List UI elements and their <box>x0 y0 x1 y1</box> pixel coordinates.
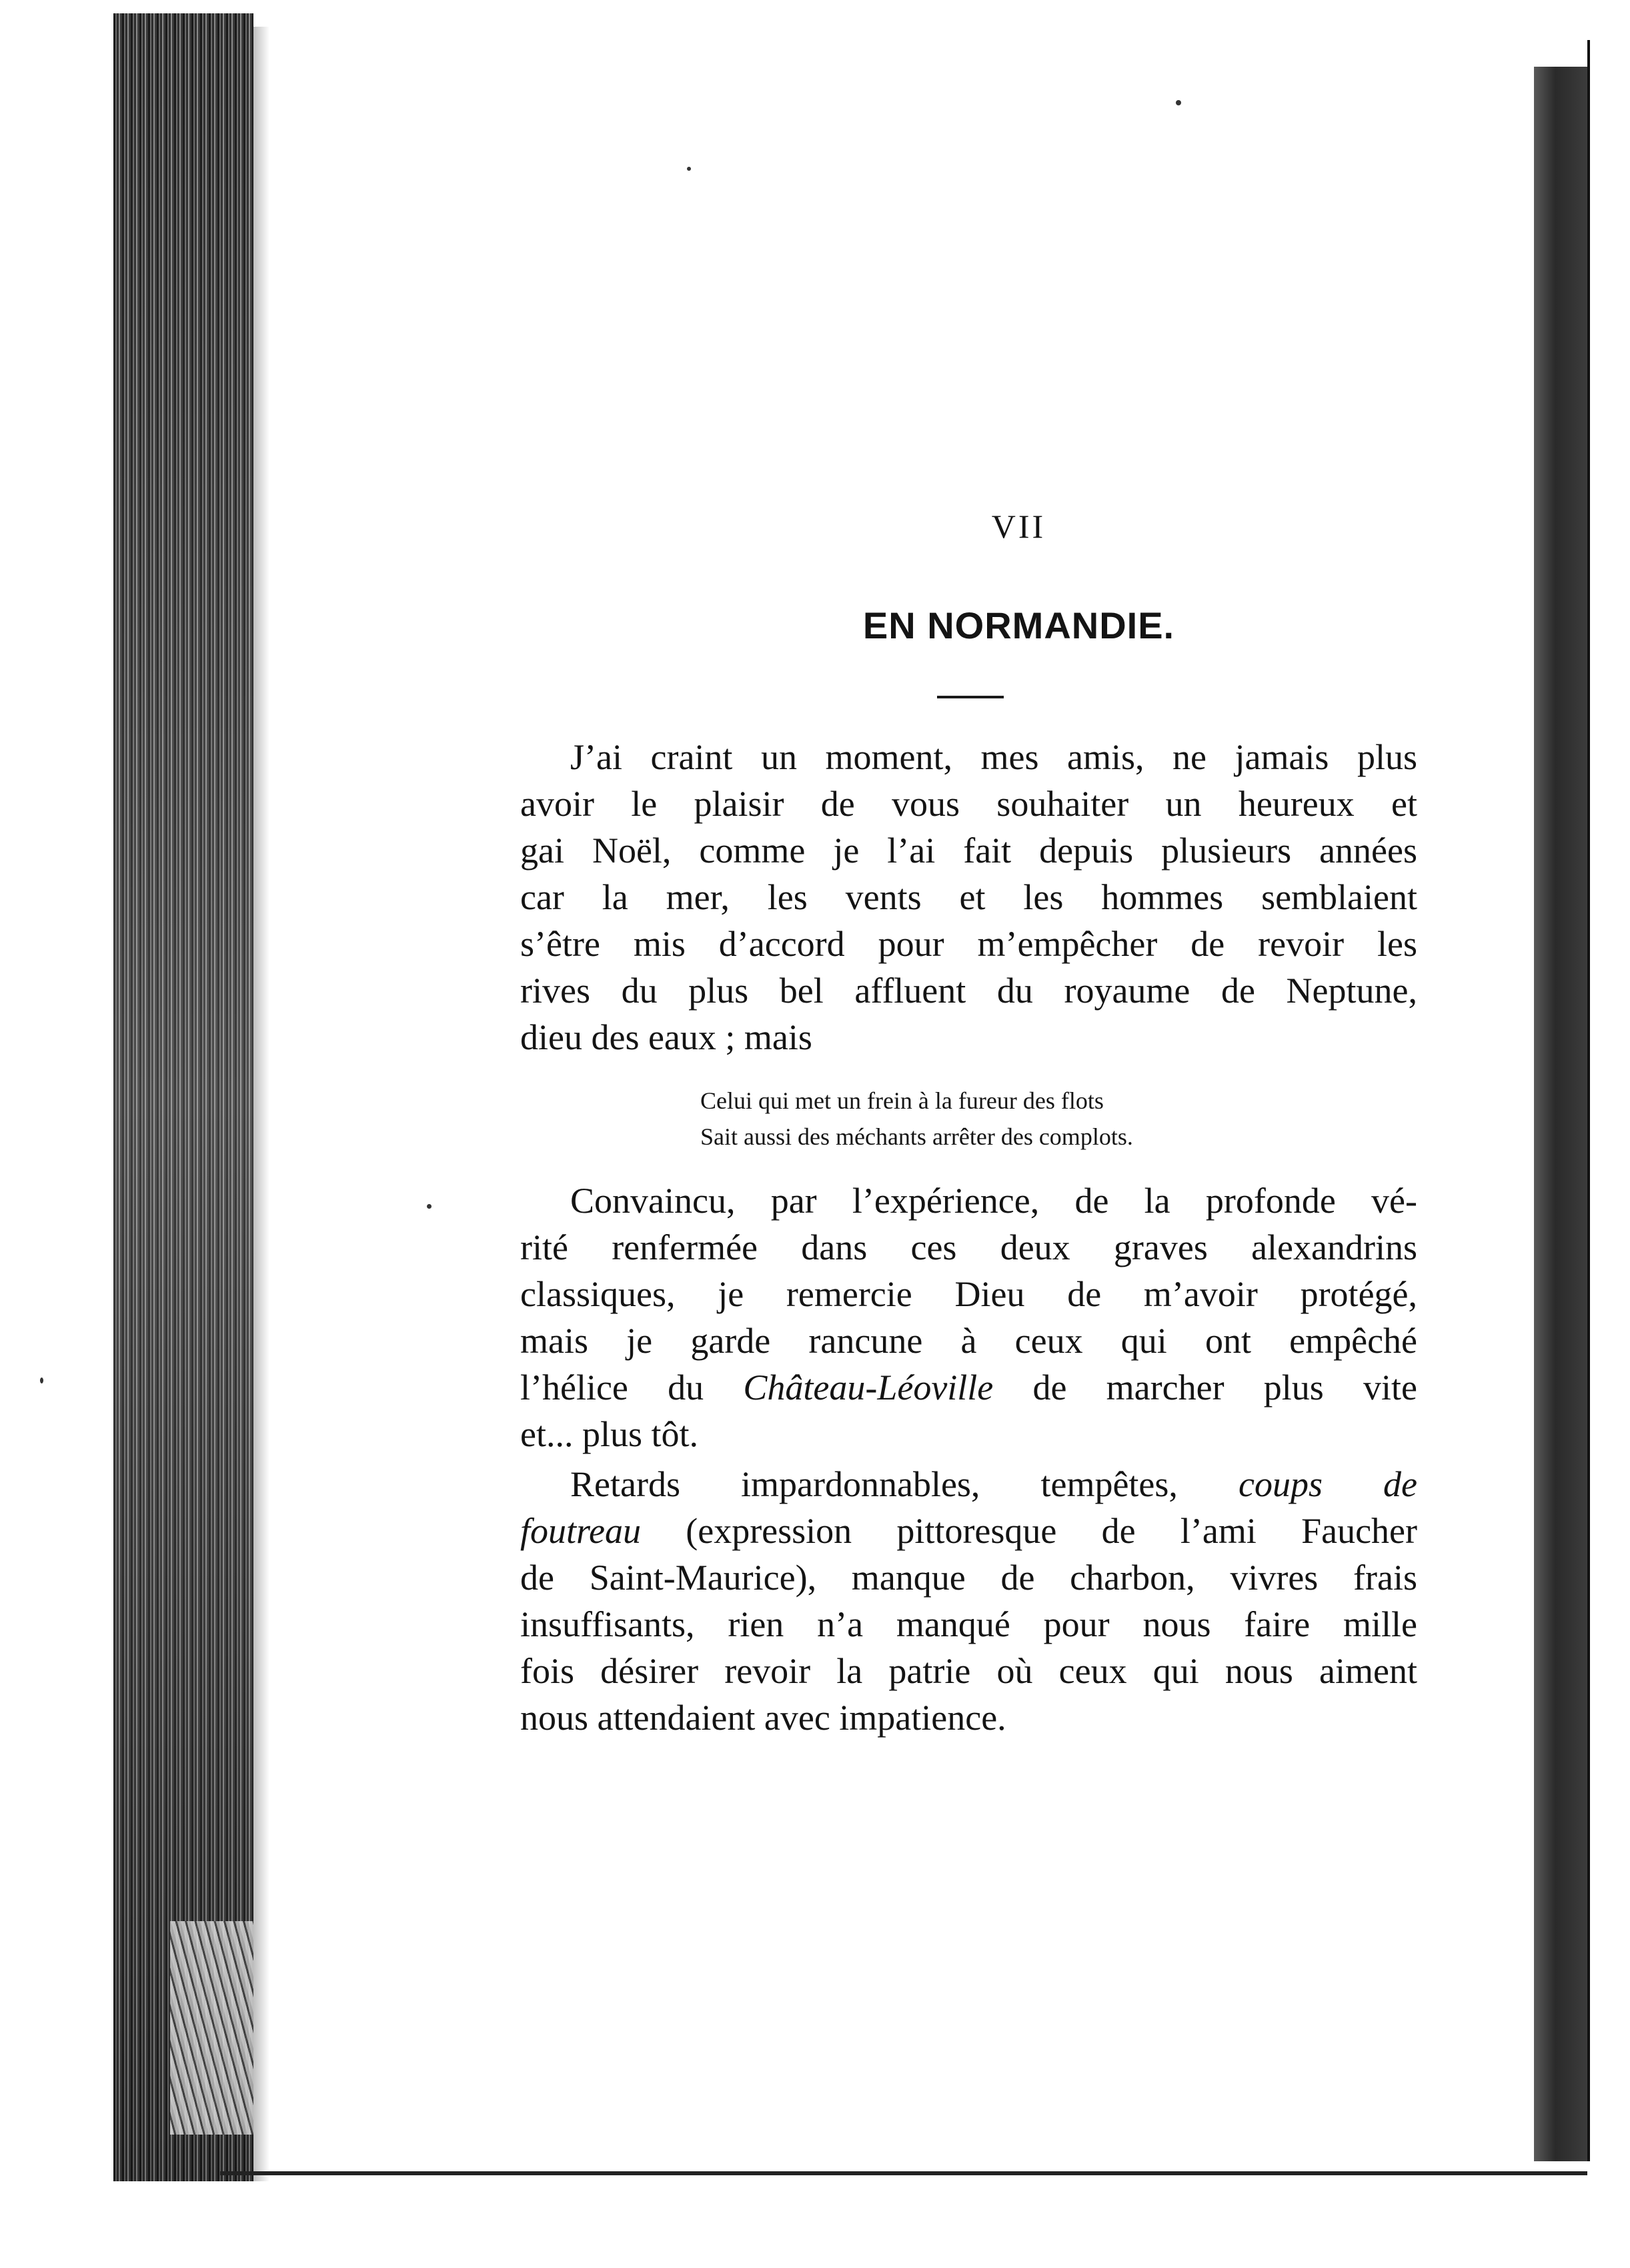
page-edges-shading <box>113 13 253 2181</box>
paragraph-line: car la mer, les vents et les hommes semblaient <box>520 877 1417 917</box>
bottom-page-border <box>220 2171 1587 2175</box>
ink-speck <box>427 1204 432 1209</box>
paragraph-line: insuffisants, rien n’a manqué pour nous faire mille <box>520 1604 1417 1644</box>
chapter-number: VII <box>991 508 1046 545</box>
paragraph-line: foutreau (expression pittoresque de l’ami Faucher <box>520 1511 1417 1551</box>
ink-speck <box>1176 100 1181 105</box>
paragraph-line: rives du plus bel affluent du royaume de Neptune, <box>520 971 1417 1011</box>
page-gutter-shadow <box>253 27 269 2181</box>
ship-name: Château-Léoville <box>743 1367 994 1407</box>
paragraph-line: classiques, je remercie Dieu de m’avoir protégé, <box>520 1274 1417 1314</box>
paragraph-line: rité renfermée dans ces deux graves alexandrins <box>520 1227 1417 1267</box>
paragraph-line: gai Noël, comme je l’ai fait depuis plusieurs années <box>520 830 1417 871</box>
chapter-title: EN NORMANDIE. <box>862 604 1175 646</box>
paragraph-3 <box>520 1461 1417 1741</box>
ink-speck <box>40 1377 43 1383</box>
worn-page-corner <box>170 1921 257 2135</box>
paragraph-line: l’hélice du Château-Léoville de marcher plus vite <box>520 1367 1417 1407</box>
paragraph-line: avoir le plaisir de vous souhaiter un heureux et <box>520 784 1417 824</box>
paragraph-line: Convaincu, par l’expérience, de la profonde vé- <box>570 1181 1417 1221</box>
adjacent-page-edge <box>1587 40 1630 2161</box>
ink-speck <box>687 167 691 171</box>
paragraph-2 <box>520 1177 1417 1458</box>
paragraph-1 <box>520 734 1417 1061</box>
title-rule <box>937 696 1004 698</box>
paragraph-line: dieu des eaux ; mais <box>520 1017 812 1057</box>
verse-line-2: Sait aussi des méchants arrêter des complots. <box>700 1123 1133 1150</box>
paragraph-line: de Saint-Maurice), manque de charbon, vivres frais <box>520 1558 1417 1598</box>
paragraph-line: et... plus tôt. <box>520 1414 698 1454</box>
right-binding-edge <box>1534 67 1587 2161</box>
paragraph-line: J’ai craint un moment, mes amis, ne jamais plus <box>570 737 1417 777</box>
paragraph-line: s’être mis d’accord pour m’empêcher de revoir les <box>520 924 1417 964</box>
paragraph-line: fois désirer revoir la patrie où ceux qui nous aiment <box>520 1651 1417 1691</box>
verse-line-1: Celui qui met un frein à la fureur des flots <box>700 1087 1104 1114</box>
paragraph-line: mais je garde rancune à ceux qui ont empêché <box>520 1321 1417 1361</box>
paragraph-line: nous attendaient avec impatience. <box>520 1698 1006 1738</box>
italic-phrase: foutreau <box>520 1511 641 1551</box>
paragraph-line: Retards impardonnables, tempêtes, coups de <box>570 1464 1417 1504</box>
italic-phrase: coups de <box>1238 1464 1417 1504</box>
